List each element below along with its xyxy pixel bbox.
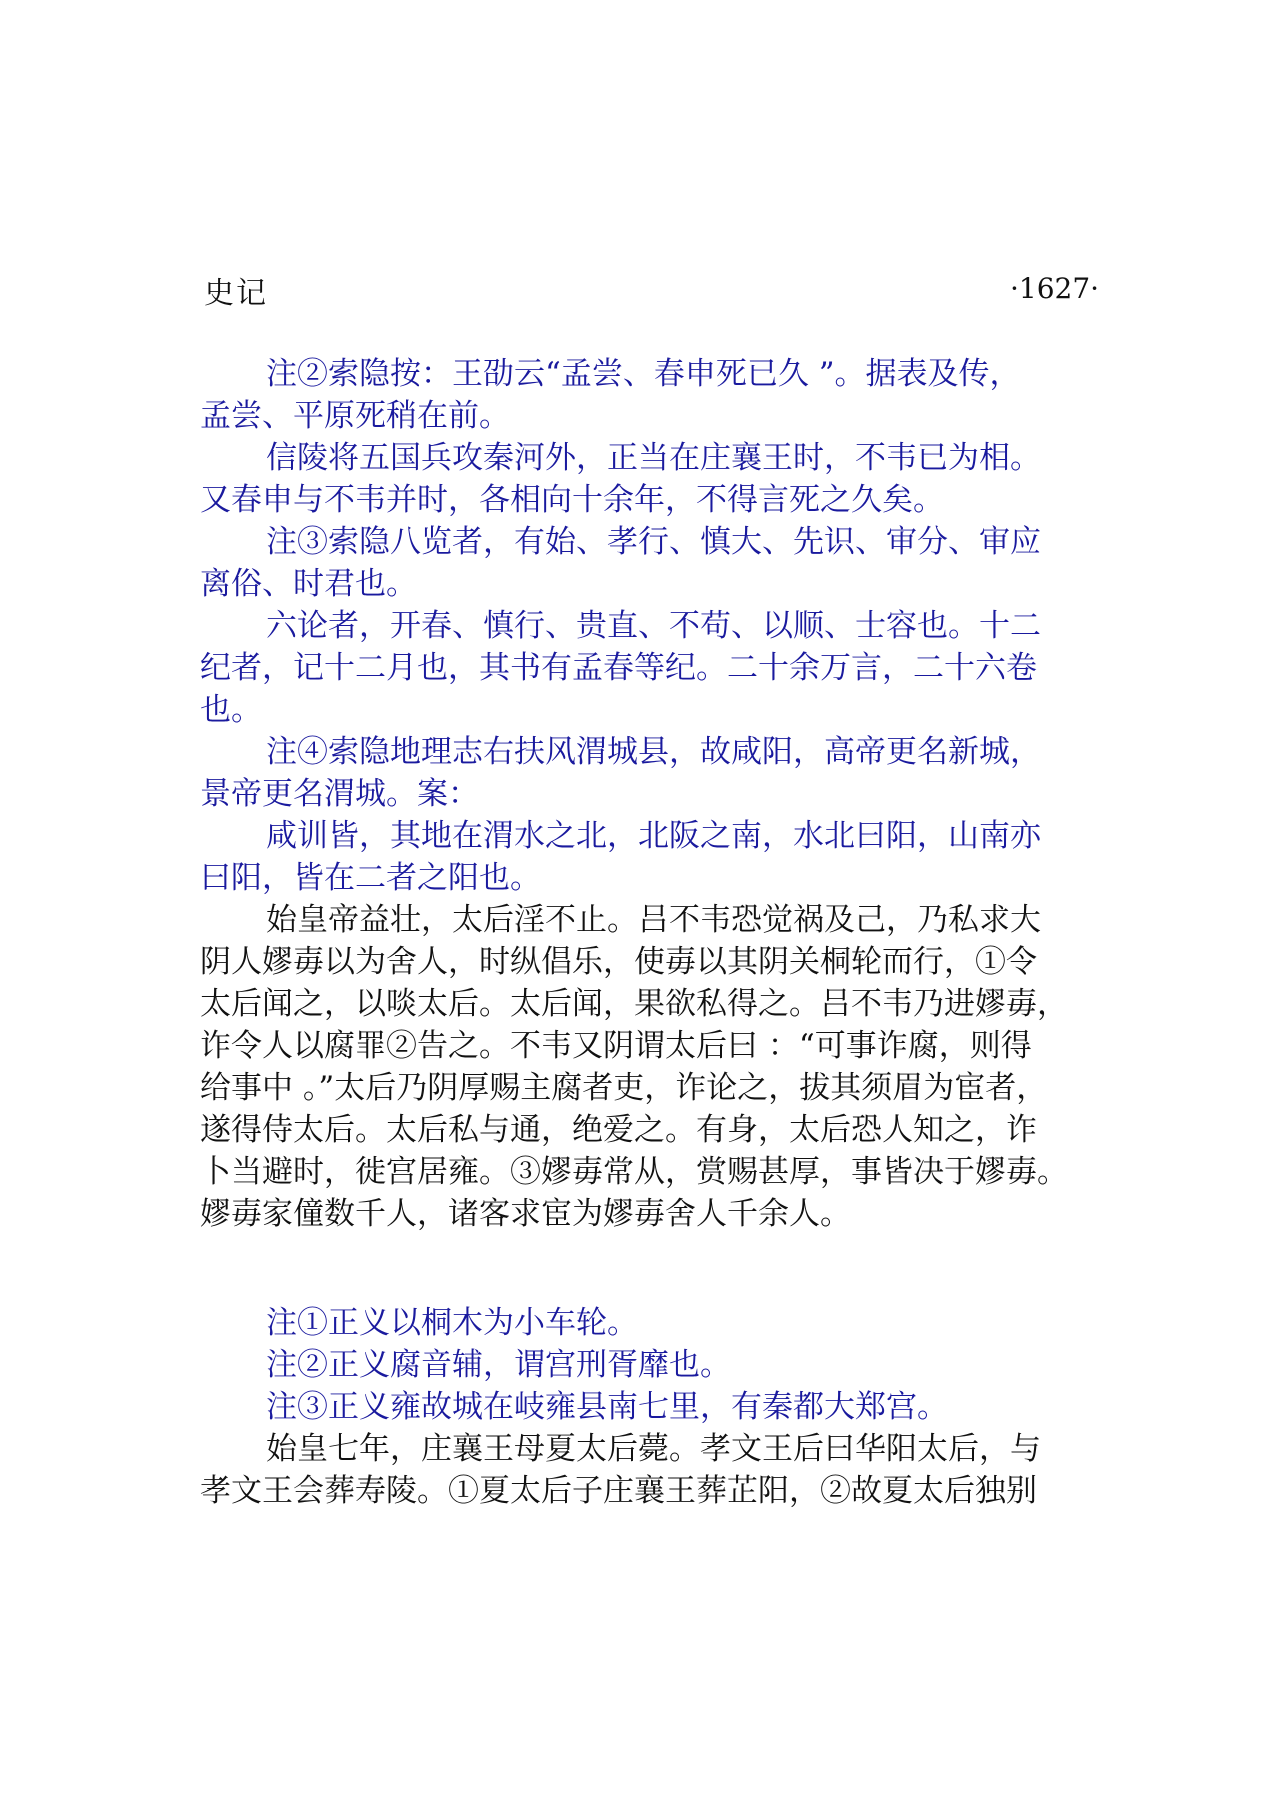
- text-line: 注②索隐按：王劭云“孟尝、春申死已久 ”。据表及传，: [266, 356, 1021, 392]
- text-line: 注②正义腐音辅，谓宫刑胥靡也。: [266, 1347, 731, 1383]
- text-line: 注④索隐地理志右扶风渭城县，故咸阳，高帝更名新城，: [266, 734, 1041, 770]
- text-line: 太后闻之，以啖太后。太后闻，果欲私得之。吕不韦乃进嫪毐，: [200, 986, 1068, 1022]
- text-line: 嫪毐家僮数千人，诸客求宦为嫪毐舍人千余人。: [200, 1196, 851, 1232]
- text-line: 六论者，开春、慎行、贵直、不苟、以顺、士容也。十二: [266, 608, 1041, 644]
- annotation-paragraph: [200, 731, 1110, 815]
- annotation-paragraph: [200, 1302, 1110, 1344]
- text-line: 曰阳，皆在二者之阳也。: [200, 860, 541, 896]
- text-line: 给事中 。”太后乃阴厚赐主腐者吏，诈论之，拔其须眉为宦者，: [200, 1070, 1048, 1106]
- text-line: 阴人嫪毐以为舍人，时纵倡乐，使毐以其阴关桐轮而行，①令: [200, 944, 1037, 980]
- text-line: 始皇帝益壮，太后淫不止。吕不韦恐觉祸及己，乃私求大: [266, 902, 1041, 938]
- text-line: 纪者，记十二月也，其书有孟春等纪。二十余万言，二十六卷: [200, 650, 1037, 686]
- text-block-upper: [200, 353, 1110, 1235]
- annotation-paragraph: [200, 605, 1110, 731]
- body-paragraph: [200, 1428, 1110, 1512]
- text-line: 注③正义雍故城在岐雍县南七里，有秦都大郑宫。: [266, 1389, 948, 1425]
- page-number: ·1627·: [1010, 272, 1100, 305]
- text-line: 又春申与不韦并时，各相向十余年，不得言死之久矣。: [200, 482, 944, 518]
- body-paragraph: [200, 899, 1110, 1235]
- text-line: 信陵将五国兵攻秦河外，正当在庄襄王时，不韦已为相。: [266, 440, 1041, 476]
- text-line: 始皇七年，庄襄王母夏太后薨。孝文王后曰华阳太后，与: [266, 1431, 1041, 1467]
- text-line: 孝文王会葬寿陵。①夏太后子庄襄王葬芷阳，②故夏太后独别: [200, 1473, 1037, 1509]
- annotation-paragraph: [200, 521, 1110, 605]
- running-header-title: 史记: [204, 276, 268, 311]
- text-line: 离俗、时君也。: [200, 566, 417, 602]
- text-block-lower: [200, 1302, 1110, 1512]
- text-line: 孟尝、平原死稍在前。: [200, 398, 510, 434]
- annotation-paragraph: [200, 1386, 1110, 1428]
- text-line: 咸训皆，其地在渭水之北，北阪之南，水北曰阳，山南亦: [266, 818, 1041, 854]
- annotation-paragraph: [200, 1344, 1110, 1386]
- text-line: 注①正义以桐木为小车轮。: [266, 1305, 638, 1341]
- annotation-paragraph: [200, 353, 1110, 437]
- text-line: 景帝更名渭城。案：: [200, 776, 479, 812]
- annotation-paragraph: [200, 437, 1110, 521]
- text-line: 遂得侍太后。太后私与通，绝爱之。有身，太后恐人知之，诈: [200, 1112, 1037, 1148]
- text-line: 注③索隐八览者，有始、孝行、慎大、先识、审分、审应: [266, 524, 1041, 560]
- annotation-paragraph: [200, 815, 1110, 899]
- text-line: 也。: [200, 692, 262, 728]
- text-line: 卜当避时，徙宫居雍。③嫪毐常从，赏赐甚厚，事皆决于嫪毐。: [200, 1154, 1068, 1190]
- text-line: 诈令人以腐罪②告之。不韦又阴谓太后曰 ：“可事诈腐，则得: [200, 1028, 1032, 1064]
